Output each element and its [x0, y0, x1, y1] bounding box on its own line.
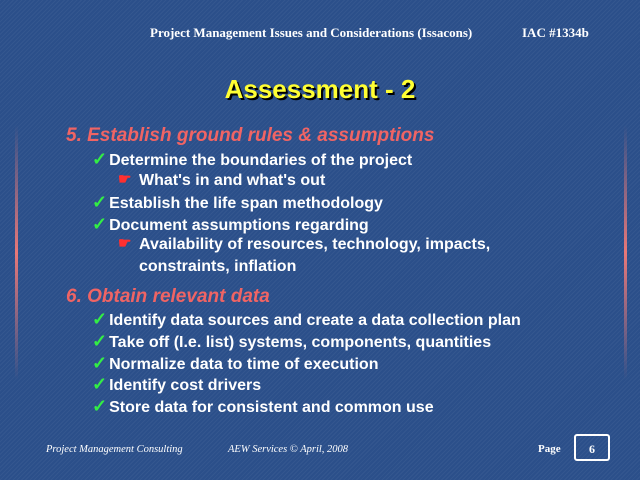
header-code: IAC #1334b	[522, 25, 589, 40]
page-number: 6	[574, 434, 610, 461]
left-decorative-line	[15, 125, 18, 380]
bullet-text: Take off (I.e. list) systems, components, quantities	[109, 334, 492, 351]
bullet-item	[92, 396, 434, 417]
bullet-text: Establish the life span methodology	[109, 195, 383, 212]
pointing-hand-icon: ☛	[118, 171, 132, 188]
pointing-hand-icon: ☛	[118, 235, 132, 252]
slide-title: Assessment - 2	[224, 74, 416, 104]
bullet-text: Store data for consistent and common use	[109, 399, 434, 416]
bullet-text: Identify cost drivers	[109, 377, 262, 394]
bullet-item	[92, 353, 378, 374]
sub-bullet-item	[118, 234, 558, 278]
slide-header	[150, 25, 589, 41]
bullet-text: Determine the boundaries of the project	[109, 152, 413, 169]
sub-bullet-text: Availability of resources, technology, impacts, constraints, inflation	[139, 236, 491, 275]
bullet-item	[92, 192, 383, 213]
section-heading: 5. Establish ground rules & assumptions	[66, 125, 435, 146]
bullet-text: Document assumptions regarding	[109, 217, 369, 234]
right-decorative-line	[624, 125, 627, 380]
check-mark-icon: ✓	[92, 353, 108, 373]
sub-bullet-item	[118, 170, 358, 192]
check-mark-icon: ✓	[92, 149, 108, 169]
sub-bullet-text: What's in and what's out	[139, 172, 326, 189]
bullet-item	[92, 374, 261, 395]
check-mark-icon: ✓	[92, 192, 108, 212]
bullet-item	[92, 331, 491, 352]
check-mark-icon: ✓	[92, 374, 108, 394]
section-heading: 6. Obtain relevant data	[66, 286, 270, 307]
header-title: Project Management Issues and Considerations (Issacons)	[150, 25, 473, 40]
page-label: Page	[538, 443, 561, 455]
check-mark-icon: ✓	[92, 396, 108, 416]
bullet-item	[92, 149, 412, 170]
check-mark-icon: ✓	[92, 214, 108, 234]
footer-center: AEW Services © April, 2008	[228, 444, 349, 455]
check-mark-icon: ✓	[92, 309, 108, 329]
bullet-text: Normalize data to time of execution	[109, 356, 379, 373]
check-mark-icon: ✓	[92, 331, 108, 351]
bullet-item	[92, 309, 521, 330]
footer-left: Project Management Consulting	[46, 444, 183, 455]
bullet-item	[92, 214, 369, 235]
bullet-text: Identify data sources and create a data collection plan	[109, 312, 521, 329]
